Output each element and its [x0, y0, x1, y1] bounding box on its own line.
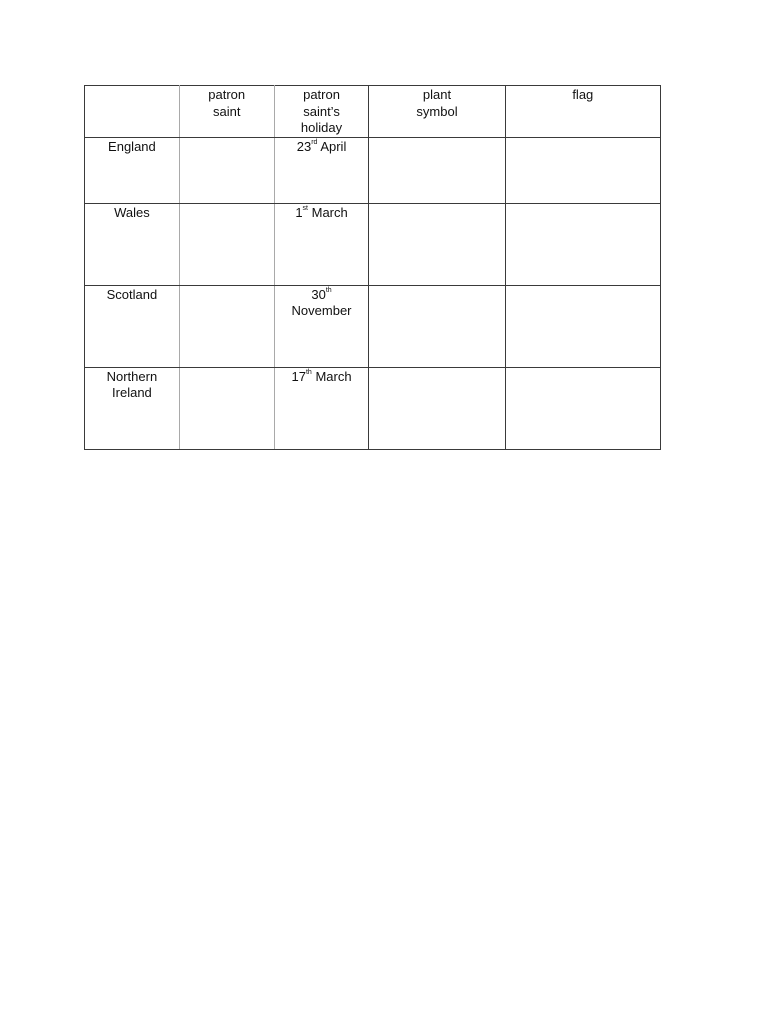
country-cell [85, 203, 180, 285]
flag-cell [505, 285, 660, 367]
country-cell [85, 367, 180, 449]
plant-cell [369, 203, 505, 285]
table-row [85, 285, 661, 367]
plant-cell [369, 137, 505, 203]
holiday-day: 30 [311, 286, 326, 302]
holiday-day: 17 [291, 368, 306, 384]
header-text: patron [208, 87, 246, 102]
header-text: plant [422, 87, 452, 102]
saint-cell [179, 367, 274, 449]
plant-cell [369, 367, 505, 449]
table-header-row [85, 86, 661, 138]
plant-cell [369, 285, 505, 367]
holiday-month: March [311, 204, 348, 220]
table-row [85, 137, 661, 203]
patron-saints-table [84, 85, 661, 450]
ordinal-suffix: st [302, 205, 308, 213]
table-row [85, 367, 661, 449]
saint-cell [179, 285, 274, 367]
ordinal-suffix: th [325, 287, 332, 295]
header-text: saint [212, 103, 241, 119]
header-cell-country [85, 86, 180, 138]
country-cell [85, 285, 180, 367]
flag-cell [505, 367, 660, 449]
holiday-month: November [291, 303, 352, 318]
header-cell-flag: flag [505, 86, 660, 138]
holiday-month: March [315, 368, 352, 384]
header-cell-holiday [274, 86, 369, 138]
header-text: patron [303, 87, 340, 102]
country-cell [85, 137, 180, 203]
holiday-cell [274, 367, 369, 449]
flag-cell [505, 137, 660, 203]
country-name: England [108, 138, 156, 154]
country-name: Ireland [112, 385, 152, 400]
holiday-month: April [320, 138, 347, 154]
country-name: Northern [106, 368, 158, 384]
country-name: Wales [114, 204, 150, 220]
header-text: saint’s [303, 103, 340, 119]
saint-cell [179, 137, 274, 203]
holiday-day: 23 [296, 138, 312, 154]
header-text: holiday [300, 120, 343, 135]
header-cell-patron-saint [179, 86, 274, 138]
ordinal-suffix: rd [311, 139, 318, 147]
header-cell-plant-symbol [369, 86, 505, 138]
header-text: symbol [416, 103, 458, 119]
table-row [85, 203, 661, 285]
holiday-cell [274, 285, 369, 367]
flag-cell [505, 203, 660, 285]
ordinal-suffix: th [305, 369, 312, 377]
saint-cell [179, 203, 274, 285]
holiday-day: 1 [295, 204, 303, 220]
country-name: Scotland [106, 286, 158, 302]
holiday-cell [274, 203, 369, 285]
holiday-cell [274, 137, 369, 203]
